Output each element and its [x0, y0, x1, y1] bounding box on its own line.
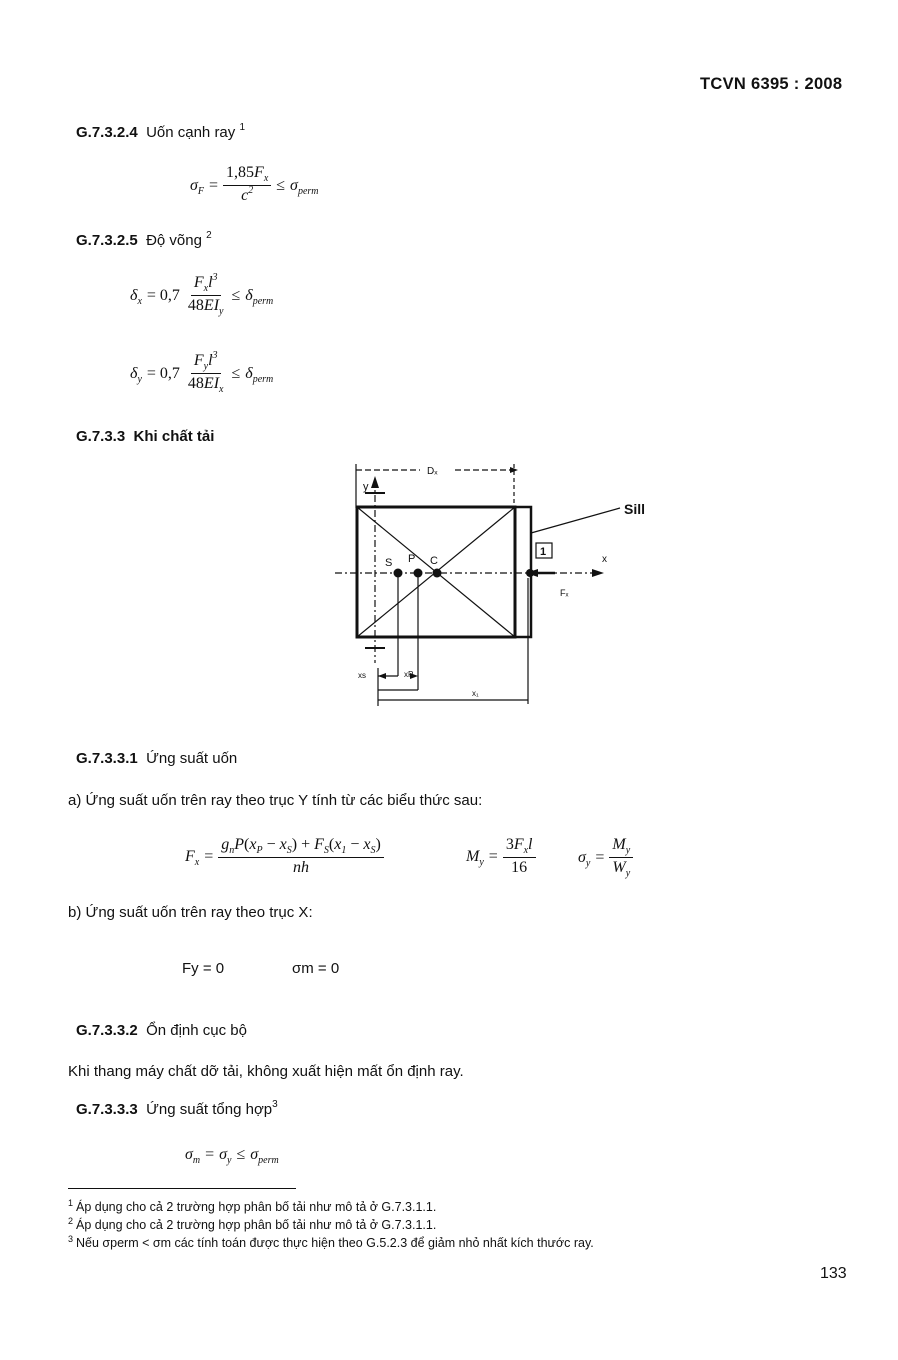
section-title: Độ võng	[146, 232, 202, 249]
footnote-3	[68, 1236, 594, 1250]
box-1-label: 1	[540, 546, 547, 558]
footnote-mark: 2	[68, 1216, 74, 1226]
section-title: Khi chất tải	[133, 428, 215, 445]
x1-label: x₁	[472, 689, 479, 698]
section-title: Uốn cạnh ray	[146, 124, 236, 141]
section-title: Ứng suất tổng hợp	[146, 1101, 273, 1118]
x-axis-label: x	[602, 554, 607, 565]
footnote-text: Áp dụng cho cả 2 trường hợp phân bố tải như mô tả ở G.7.3.1.1.	[76, 1218, 437, 1232]
footnote-text: Áp dụng cho cả 2 trường hợp phân bố tải như mô tả ở G.7.3.1.1.	[76, 1200, 437, 1214]
page-number: 133	[820, 1265, 847, 1282]
footnote-1	[68, 1200, 436, 1214]
formula-fx: $F_x$ = $\frac{g_nP(x_P - x_S) + F_S(x_1 - x_S)}{nh}$	[185, 836, 384, 877]
standard-code: TCVN 6395 : 2008	[700, 75, 843, 93]
section-heading-g73331	[76, 750, 237, 767]
force-fx-label: Fₓ	[560, 588, 569, 598]
section-number: G.7.3.3.2	[76, 1022, 138, 1039]
section-number: G.7.3.3.1	[76, 750, 138, 767]
xp-label: xP	[404, 670, 414, 679]
formula-my: $M_y$ = $\frac{3F_xl}{16}$	[466, 836, 536, 877]
formula-sigma-m-total: $\sigma_m$ = $\sigma_y$ ≤ $\sigma_{perm}$	[185, 1146, 279, 1166]
footnote-ref: 1	[239, 122, 246, 133]
section-heading-g73224	[76, 124, 245, 141]
section-number: G.7.3.2.4	[76, 124, 138, 141]
section-heading-g73332	[76, 1022, 247, 1039]
footnote-mark: 3	[68, 1234, 74, 1244]
formula-sigma-m: σm = 0	[292, 960, 340, 977]
section-heading-g7333	[76, 428, 214, 445]
formula-fy: Fy = 0	[182, 960, 225, 977]
footnote-divider	[68, 1188, 296, 1189]
footnote-mark: 1	[68, 1198, 74, 1208]
formula-sigma-y: $\sigma_y$ = $\frac{M_y}{W_y}$	[578, 836, 633, 879]
point-p-label: P	[408, 553, 416, 565]
section-heading-g73333	[76, 1101, 278, 1118]
xs-label: xs	[358, 671, 366, 680]
stability-text: Khi thang máy chất dỡ tải, không xuất hiện mất ổn định ray.	[68, 1063, 464, 1080]
point-s-label: S	[385, 557, 393, 569]
section-number: G.7.3.3.3	[76, 1101, 138, 1118]
point-c-label: C	[430, 555, 438, 567]
item-a-text: a) Ứng suất uốn trên ray theo trục Y tính từ các biểu thức sau:	[68, 792, 483, 809]
formula-sigma-f: $\sigma_F$ = $\frac{1,85F_x}{c^2}$ ≤ $\sigma_{perm}$	[190, 164, 319, 204]
dx-label: Dₓ	[427, 466, 438, 477]
section-number: G.7.3.2.5	[76, 232, 138, 249]
footnote-2	[68, 1218, 436, 1232]
formula-delta-y: $\delta_y$ = 0,7 $\frac{F_yl^3}{48EI_x}$ ≤ $\delta_{perm}$	[130, 350, 274, 395]
section-number: G.7.3.3	[76, 428, 126, 445]
section-title: Ổn định cục bộ	[146, 1022, 247, 1039]
footnote-ref: 2	[206, 230, 212, 241]
y-axis-label: y	[363, 481, 369, 493]
section-heading-g73225	[76, 232, 212, 249]
loading-diagram	[330, 458, 670, 710]
section-title: Ứng suất uốn	[146, 750, 238, 767]
formula-delta-x: $\delta_x$ = 0,7 $\frac{F_xl^3}{48EI_y}$ ≤ $\delta_{perm}$	[130, 272, 274, 317]
footnote-text: Nếu σperm < σm các tính toán được thực hiện theo G.5.2.3 để giảm nhỏ nhất kích thước ray.	[76, 1236, 594, 1250]
item-b-text: b) Ứng suất uốn trên ray theo trục X:	[68, 904, 313, 921]
footnote-ref: 3	[272, 1099, 278, 1110]
sill-label: Sill	[624, 501, 646, 517]
